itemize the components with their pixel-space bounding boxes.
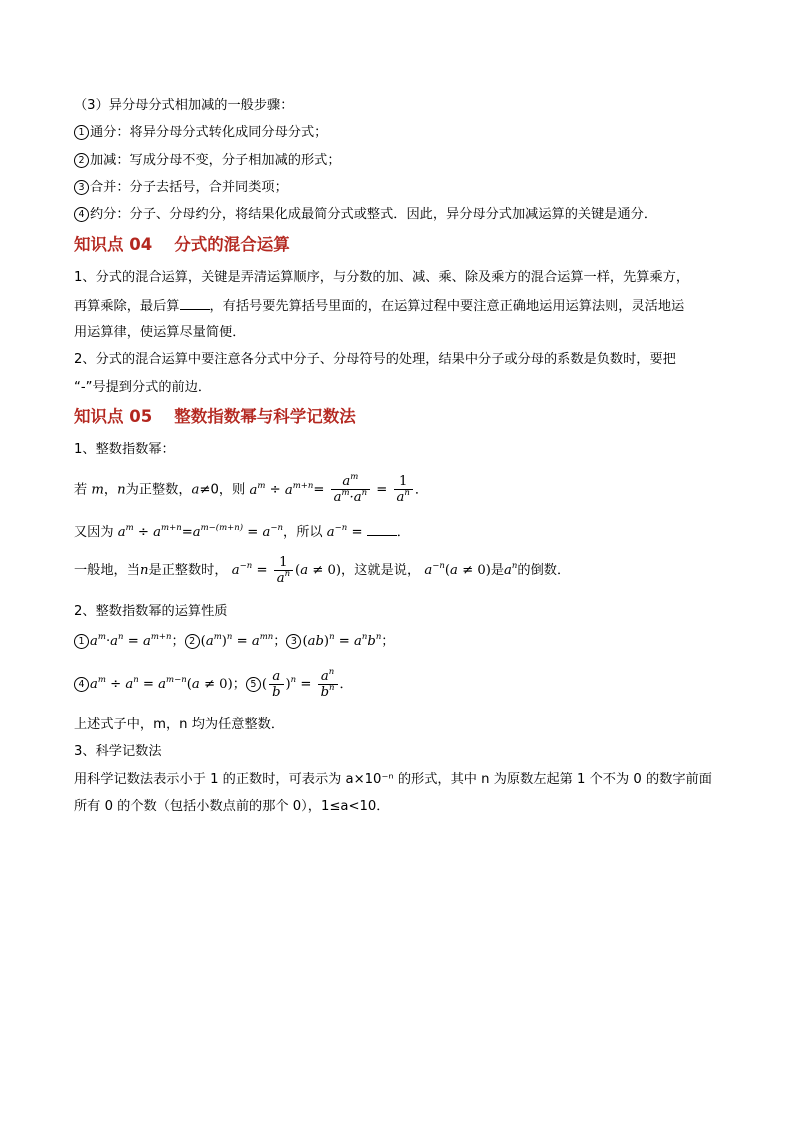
step-3: 3 合并：分子去括号，合并同类项； (74, 178, 734, 198)
kp05-heading: 知识点 05 整数指数幂与科学记数法 (74, 407, 356, 426)
fraction: $\frac{a}{b}$ (269, 669, 283, 700)
fraction: $\frac{1}{a^n}$ (274, 555, 293, 586)
section-3-title: （3）异分母分式相加减的一般步骤： (74, 98, 294, 113)
kp05-note: 上述式子中，m，n 均为任意整数． (74, 717, 285, 732)
kp04-heading: 知识点 04 分式的混合运算 (74, 235, 290, 254)
kp04-p1-line1: 1、分式的混合运算，关键是弄清运算顺序，与分数的加、减、乘、除及乘方的混合运算一样，先算乘方， (74, 270, 690, 285)
fraction: $\frac{a^n}{b^n}$ (318, 669, 338, 700)
kp05-s1: 1、整数指数幂： (74, 442, 175, 457)
fraction: $\frac{1}{a^n}$ (394, 474, 413, 505)
kp04-p1-line2: 再算乘除，最后算 ，有括号要先算括号里面的，在运算过程中要注意正确地运用运算法则，灵活地运 (74, 296, 734, 317)
kp05-line1: 若 m，n为正整数，a≠0，则 $a^m \div a^{m+n}=$ $\frac{a^m}{a^m\cdot a^n}$ = $\frac{1}{a^n}$ ． (74, 472, 429, 505)
kp04-p2-line1: 2、分式的混合运算中要注意各分式中分子、分母符号的处理，结果中分子或分母的系数是负数时，要把 (74, 352, 676, 367)
kp05-s3: 3、科学记数法 (74, 744, 162, 759)
step-1: 1 通分：将异分母分式转化成同分母分式； (74, 123, 734, 143)
kp04-p1-line3: 用运算律，使运算尽量简便． (74, 325, 246, 340)
fill-blank (367, 522, 397, 536)
step-4: 4 约分：分子、分母约分，将结果化成最简分式或整式．因此，异分母分式加减运算的关键是通分． (74, 205, 734, 225)
fraction: $\frac{a^m}{a^m\cdot a^n}$ (331, 474, 370, 505)
step-2: 2 加减：写成分母不变，分子相加减的形式； (74, 151, 734, 171)
kp04-p2-line2: “-”号提到分式的前边． (74, 380, 212, 395)
kp05-line2: 又因为 $a^m \div a^{m+n}=a^{m-(m+n)} = a^{-n}$，所以 $a^{-n}$ = ． (74, 523, 410, 540)
kp05-s2: 2、整数指数幂的运算性质 (74, 604, 228, 619)
kp05-props-4-5: 4 $a^m \div a^n = a^{m-n}(a \ne 0)$； 5 ( $\frac{a}{b}$ )$^n$ = $\frac{a^n}{b^n}$ ． (74, 668, 734, 702)
kp05-sci-line1: 用科学记数法表示小于 1 的正数时，可表示为 a×10⁻ⁿ 的形式，其中 n 为原数左起第 1 个不为 0 的数字前面 (74, 772, 712, 787)
kp05-line3: 一般地，当n是正整数时， $a^{-n}$ = $\frac{1}{a^n}$ (a ≠ 0)，这就是说， $a^{-n}(a \ne 0)$是$a^n$的倒数． (74, 554, 571, 586)
kp05-sci-line2: 所有 0 的个数（包括小数点前的那个 0），1≤a<10． (74, 799, 390, 814)
fill-blank (180, 296, 210, 310)
kp05-props-1-3: 1 $a^m\cdot a^n = a^{m+n}$； 2 $(a^m)^n = a^{mn}$； 3 $(ab)^n = a^nb^n$； (74, 632, 734, 652)
